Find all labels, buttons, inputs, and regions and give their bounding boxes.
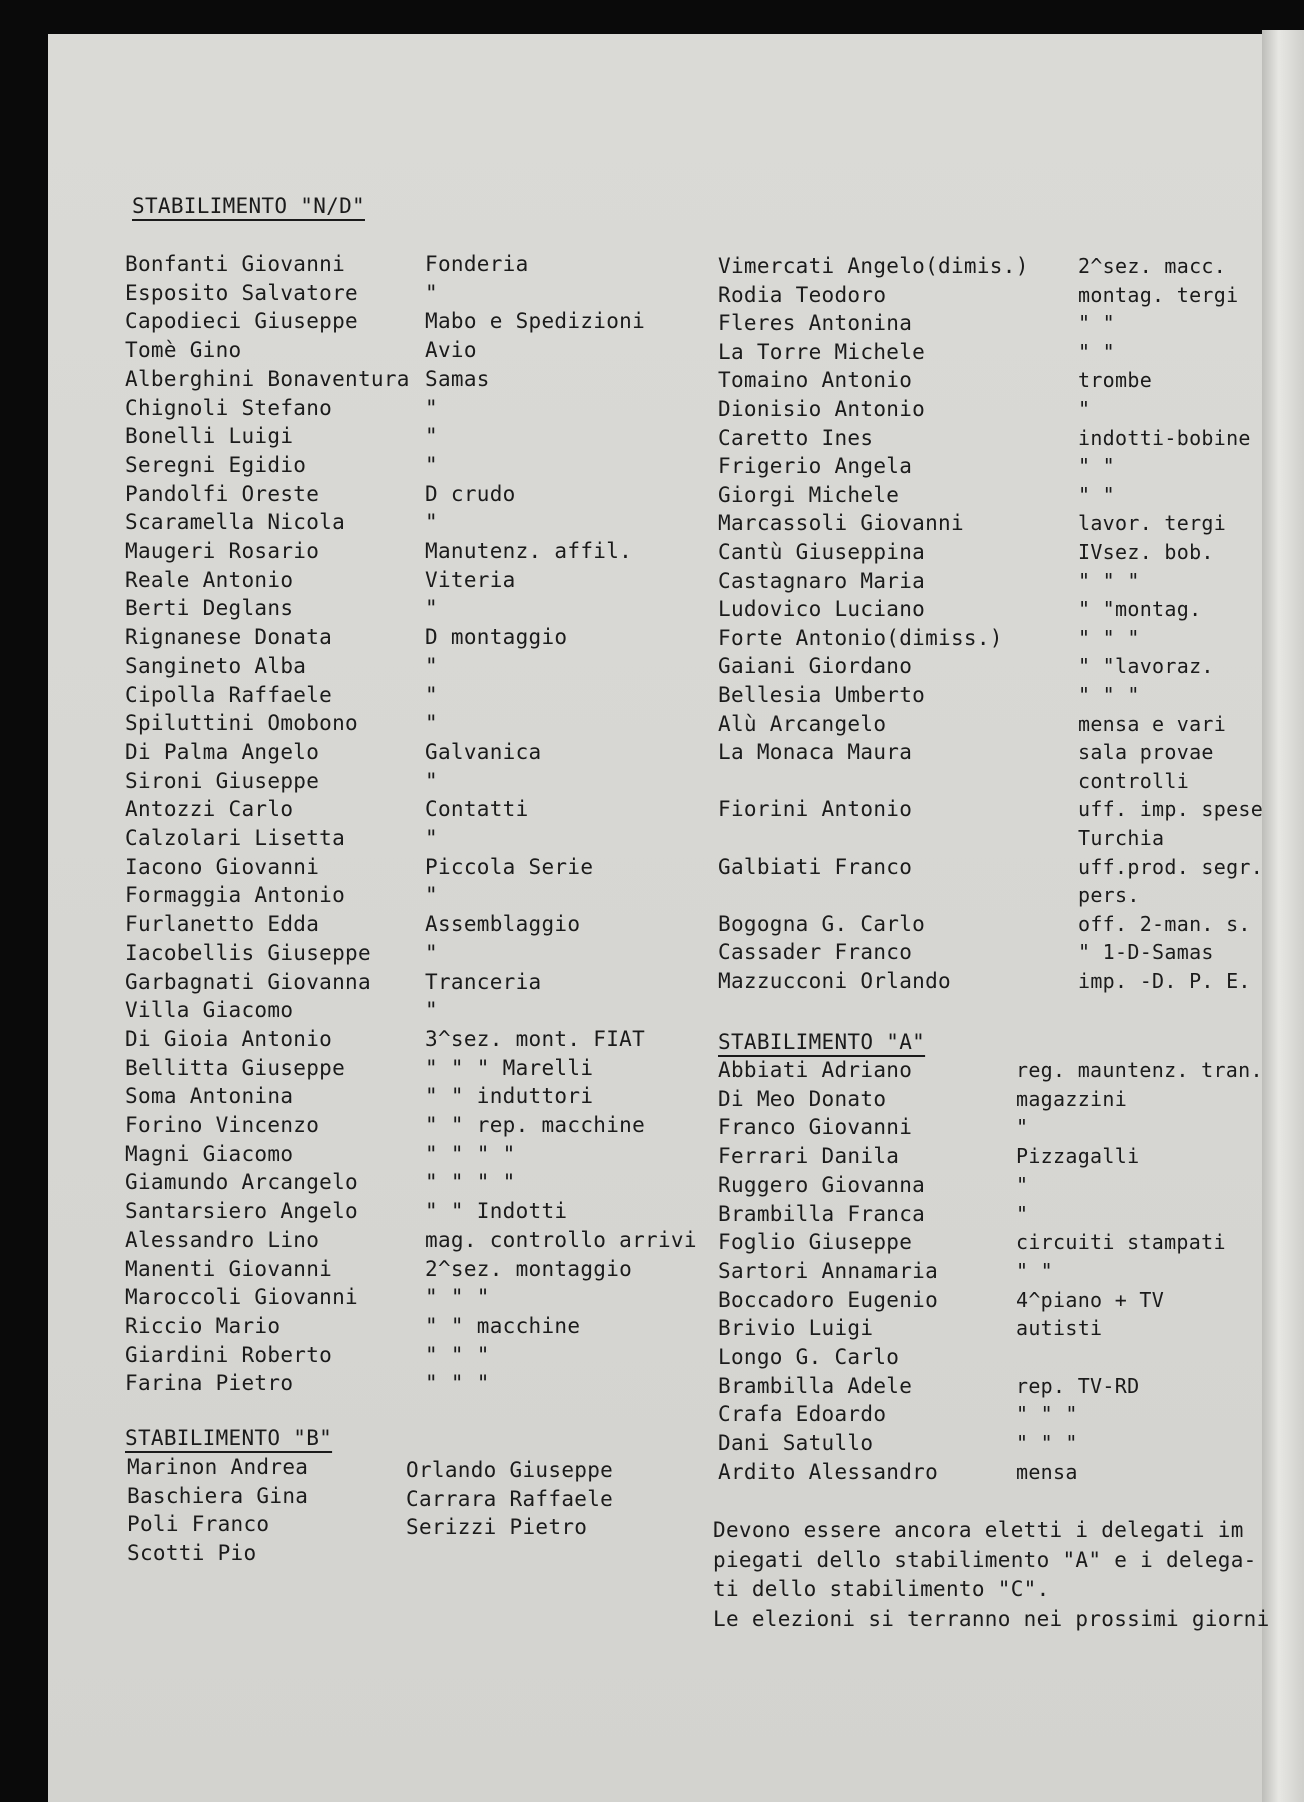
delegate-name: Dani Satullo <box>718 1431 874 1456</box>
delegate-name: Bellitta Giuseppe <box>125 1055 346 1080</box>
delegate-name: Formaggia Antonio <box>125 883 346 908</box>
delegate-department: " <box>1016 1115 1029 1140</box>
delegate-name: Antozzi Carlo <box>125 797 294 822</box>
delegate-department: " <box>425 711 438 736</box>
delegate-name: Brambilla Adele <box>718 1373 913 1398</box>
delegate-department: " <box>425 998 438 1023</box>
delegate-name: Reale Antonio <box>125 567 294 592</box>
delegate-name: Bonelli Luigi <box>125 424 294 449</box>
delegate-department: " <box>425 424 438 449</box>
delegate-department: montag. tergi <box>1078 282 1239 307</box>
delegate-department: Galvanica <box>425 739 542 764</box>
delegate-name: Esposito Salvatore <box>125 280 358 305</box>
delegate-department: Samas <box>425 366 490 391</box>
delegate-department: " <box>1016 1201 1029 1226</box>
delegate-name: Alberghini Bonaventura <box>125 366 410 391</box>
delegate-name: Manenti Giovanni <box>125 1256 333 1281</box>
delegate-department: " <box>425 768 438 793</box>
delegate-department: " <box>1078 397 1091 421</box>
delegate-name: Marinon Andrea <box>127 1455 309 1479</box>
delegate-department: uff.prod. segr. <box>1078 854 1264 879</box>
delegate-name: Pandolfi Oreste <box>125 481 320 506</box>
delegate-name: Di Palma Angelo <box>125 739 320 764</box>
delegate-name: Baschiera Gina <box>127 1483 309 1508</box>
delegate-department: " " " <box>425 1342 490 1367</box>
delegate-department: controlli <box>1078 768 1190 793</box>
delegate-name: Ardito Alessandro <box>718 1459 939 1484</box>
page-edge <box>1262 30 1304 1802</box>
delegate-department: " " " <box>1078 625 1140 650</box>
delegate-department: " "montag. <box>1078 597 1202 622</box>
delegate-department: " <box>425 826 438 850</box>
delegate-department: Fonderia <box>425 252 529 276</box>
delegate-department: " " macchine <box>425 1313 581 1338</box>
closing-note-line: Devono essere ancora eletti i delegati im <box>713 1518 1244 1542</box>
delegate-department: Piccola Serie <box>425 854 594 879</box>
delegate-department: " <box>425 280 438 305</box>
delegate-department: Manutenz. affil. <box>425 539 633 563</box>
delegate-department: " " rep. macchine <box>425 1113 646 1137</box>
delegate-name: Sangineto Alba <box>125 653 307 678</box>
delegate-name: La Torre Michele <box>718 339 926 364</box>
delegate-name: Franco Giovanni <box>718 1115 913 1140</box>
delegate-department: " <box>1016 1172 1029 1197</box>
delegate-department: off. 2-man. s. <box>1078 911 1251 936</box>
delegate-name: Magni Giacomo <box>125 1141 294 1166</box>
delegate-name: Farina Pietro <box>125 1371 294 1396</box>
delegate-department: " " <box>1016 1258 1054 1283</box>
delegate-department: Tranceria <box>425 969 542 994</box>
delegate-name: Ludovico Luciano <box>718 597 926 622</box>
delegate-name: Brivio Luigi <box>718 1316 874 1341</box>
delegate-department: " " <box>1078 454 1116 479</box>
delegate-name: Riccio Mario <box>125 1313 281 1338</box>
delegate-name: Spiluttini Omobono <box>125 711 358 736</box>
delegate-department: " "lavoraz. <box>1078 654 1214 679</box>
delegate-department: " " induttori <box>425 1084 594 1109</box>
delegate-department: mag. controllo arrivi <box>425 1227 697 1252</box>
delegate-name: Santarsiero Angelo <box>125 1199 358 1224</box>
delegate-department: " " <box>1078 339 1116 364</box>
delegate-department: Contatti <box>425 797 529 822</box>
delegate-name: Sironi Giuseppe <box>125 768 320 793</box>
delegate-name: Crafa Edoardo <box>718 1402 887 1427</box>
delegate-name: Sartori Annamaria <box>718 1258 939 1283</box>
delegate-name: Galbiati Franco <box>718 854 913 879</box>
delegate-name: Berti Deglans <box>125 596 294 621</box>
delegate-name: Abbiati Adriano <box>718 1058 913 1082</box>
delegate-name: Vimercati Angelo(dimis.) <box>718 254 1029 278</box>
delegate-name: Forino Vincenzo <box>125 1113 320 1137</box>
delegate-department: " " " <box>1078 568 1140 593</box>
delegate-department: circuiti stampati <box>1016 1230 1226 1255</box>
delegate-department: imp. -D. P. E. <box>1078 969 1251 993</box>
delegate-name: Villa Giacomo <box>125 998 294 1023</box>
delegate-name: Orlando Giuseppe <box>406 1458 614 1482</box>
delegate-name: Brambilla Franca <box>718 1201 926 1226</box>
delegate-name: Poli Franco <box>127 1512 270 1536</box>
delegate-department: 4^piano + TV <box>1016 1287 1165 1312</box>
delegate-name: Capodieci Giuseppe <box>125 309 358 334</box>
delegate-name: Dionisio Antonio <box>718 397 926 421</box>
delegate-name: Forte Antonio(dimiss.) <box>718 625 1003 650</box>
delegate-department: pers. <box>1078 883 1140 908</box>
delegate-department: Assemblaggio <box>425 912 581 937</box>
delegate-department: D crudo <box>425 481 516 506</box>
delegate-department: magazzini <box>1016 1086 1128 1111</box>
delegate-department: " " " " <box>425 1170 516 1195</box>
delegate-name: Alù Arcangelo <box>718 711 887 736</box>
delegate-name: Cantù Giuseppina <box>718 540 926 564</box>
delegate-department: indotti-bobine <box>1078 425 1251 450</box>
delegate-department: sala provae <box>1078 740 1214 765</box>
delegate-department: " <box>425 883 438 908</box>
delegate-name: Chignoli Stefano <box>125 395 333 420</box>
delegate-department: " " " <box>1016 1402 1078 1427</box>
delegate-name: Giamundo Arcangelo <box>125 1170 358 1195</box>
delegate-department: " " Indotti <box>425 1199 568 1224</box>
delegate-name: Serizzi Pietro <box>406 1515 588 1539</box>
delegate-name: Rignanese Donata <box>125 625 333 650</box>
delegate-department: " " " Marelli <box>425 1055 594 1080</box>
delegate-department: D montaggio <box>425 625 568 650</box>
delegate-name: Soma Antonina <box>125 1084 294 1109</box>
delegate-name: Fiorini Antonio <box>718 797 913 822</box>
delegate-name: Foglio Giuseppe <box>718 1230 913 1255</box>
delegate-name: Caretto Ines <box>718 425 874 450</box>
section-heading-b: STABILIMENTO "B" <box>125 1426 333 1450</box>
delegate-name: Di Meo Donato <box>718 1086 887 1111</box>
delegate-department: " <box>425 510 438 535</box>
delegate-name: Cipolla Raffaele <box>125 682 333 707</box>
delegate-name: Maroccoli Giovanni <box>125 1285 358 1310</box>
delegate-department: lavor. tergi <box>1078 511 1227 536</box>
delegate-department: mensa <box>1016 1459 1078 1484</box>
delegate-department: " <box>425 940 438 965</box>
delegate-name: La Monaca Maura <box>718 740 913 765</box>
delegate-name: Bogogna G. Carlo <box>718 911 926 936</box>
delegate-name: Calzolari Lisetta <box>125 826 346 850</box>
delegate-name: Tomè Gino <box>125 338 242 363</box>
delegate-name: Scotti Pio <box>127 1540 257 1565</box>
delegate-department: Avio <box>425 338 477 363</box>
delegate-name: Ruggero Giovanna <box>718 1172 926 1197</box>
delegate-department: " " " " <box>425 1141 516 1166</box>
delegate-department: 3^sez. mont. FIAT <box>425 1026 646 1051</box>
delegate-name: Rodia Teodoro <box>718 282 887 307</box>
delegate-department: " " " <box>425 1285 490 1310</box>
delegate-name: Carrara Raffaele <box>406 1486 614 1511</box>
delegate-department: Viteria <box>425 567 516 592</box>
delegate-name: Garbagnati Giovanna <box>125 969 371 994</box>
delegate-department: autisti <box>1016 1316 1103 1341</box>
delegate-department: Turchia <box>1078 826 1165 850</box>
delegate-name: Di Gioia Antonio <box>125 1026 333 1051</box>
delegate-department: Pizzagalli <box>1016 1144 1140 1169</box>
delegate-name: Tomaino Antonio <box>718 368 913 393</box>
delegate-department: uff. imp. spese <box>1078 797 1264 822</box>
section-heading-nd: STABILIMENTO "N/D" <box>132 194 365 218</box>
delegate-department: " " <box>1078 311 1116 336</box>
closing-note-line: Le elezioni si terranno nei prossimi giorni <box>713 1606 1270 1631</box>
closing-note-line: ti dello stabilimento "C". <box>713 1577 1050 1601</box>
closing-note-line: piegati dello stabilimento "A" e i delega- <box>713 1547 1257 1572</box>
delegate-name: Boccadoro Eugenio <box>718 1287 939 1312</box>
delegate-department: " " " <box>1016 1431 1078 1456</box>
delegate-department: " <box>425 596 438 621</box>
delegate-name: Fleres Antonina <box>718 311 913 336</box>
delegate-department: reg. mauntenz. tran. <box>1016 1058 1263 1082</box>
delegate-name: Castagnaro Maria <box>718 568 926 593</box>
delegate-name: Iacono Giovanni <box>125 854 320 879</box>
delegate-department: " <box>425 395 438 420</box>
delegate-name: Marcassoli Giovanni <box>718 511 964 536</box>
delegate-department: 2^sez. macc. <box>1078 254 1227 278</box>
delegate-name: Longo G. Carlo <box>718 1345 900 1369</box>
delegate-department: 2^sez. montaggio <box>425 1256 633 1281</box>
delegate-name: Mazzucconi Orlando <box>718 969 951 993</box>
delegate-name: Iacobellis Giuseppe <box>125 940 371 965</box>
delegate-name: Ferrari Danila <box>718 1144 900 1169</box>
delegate-department: mensa e vari <box>1078 711 1227 736</box>
delegate-name: Giardini Roberto <box>125 1342 333 1367</box>
delegate-department: " " " <box>1078 683 1140 707</box>
delegate-department: " 1-D-Samas <box>1078 940 1214 965</box>
delegate-department: Mabo e Spedizioni <box>425 309 646 334</box>
delegate-department: IVsez. bob. <box>1078 540 1214 564</box>
delegate-name: Giorgi Michele <box>718 482 900 507</box>
delegate-name: Maugeri Rosario <box>125 539 320 563</box>
delegate-name: Gaiani Giordano <box>718 654 913 679</box>
delegate-department: rep. TV-RD <box>1016 1373 1140 1398</box>
delegate-department: " <box>425 452 438 477</box>
section-heading-a: STABILIMENTO "A" <box>718 1030 926 1054</box>
delegate-name: Frigerio Angela <box>718 454 913 479</box>
delegate-name: Furlanetto Edda <box>125 912 320 937</box>
delegate-name: Scaramella Nicola <box>125 510 346 535</box>
delegate-name: Bellesia Umberto <box>718 683 926 707</box>
delegate-department: trombe <box>1078 368 1153 393</box>
delegate-name: Alessandro Lino <box>125 1227 320 1252</box>
delegate-department: " " " <box>425 1371 490 1396</box>
delegate-name: Bonfanti Giovanni <box>125 252 346 276</box>
delegate-name: Seregni Egidio <box>125 452 307 477</box>
delegate-department: " " <box>1078 482 1116 507</box>
delegate-name: Cassader Franco <box>718 940 913 965</box>
delegate-department: " <box>425 682 438 707</box>
delegate-department: " <box>425 653 438 678</box>
